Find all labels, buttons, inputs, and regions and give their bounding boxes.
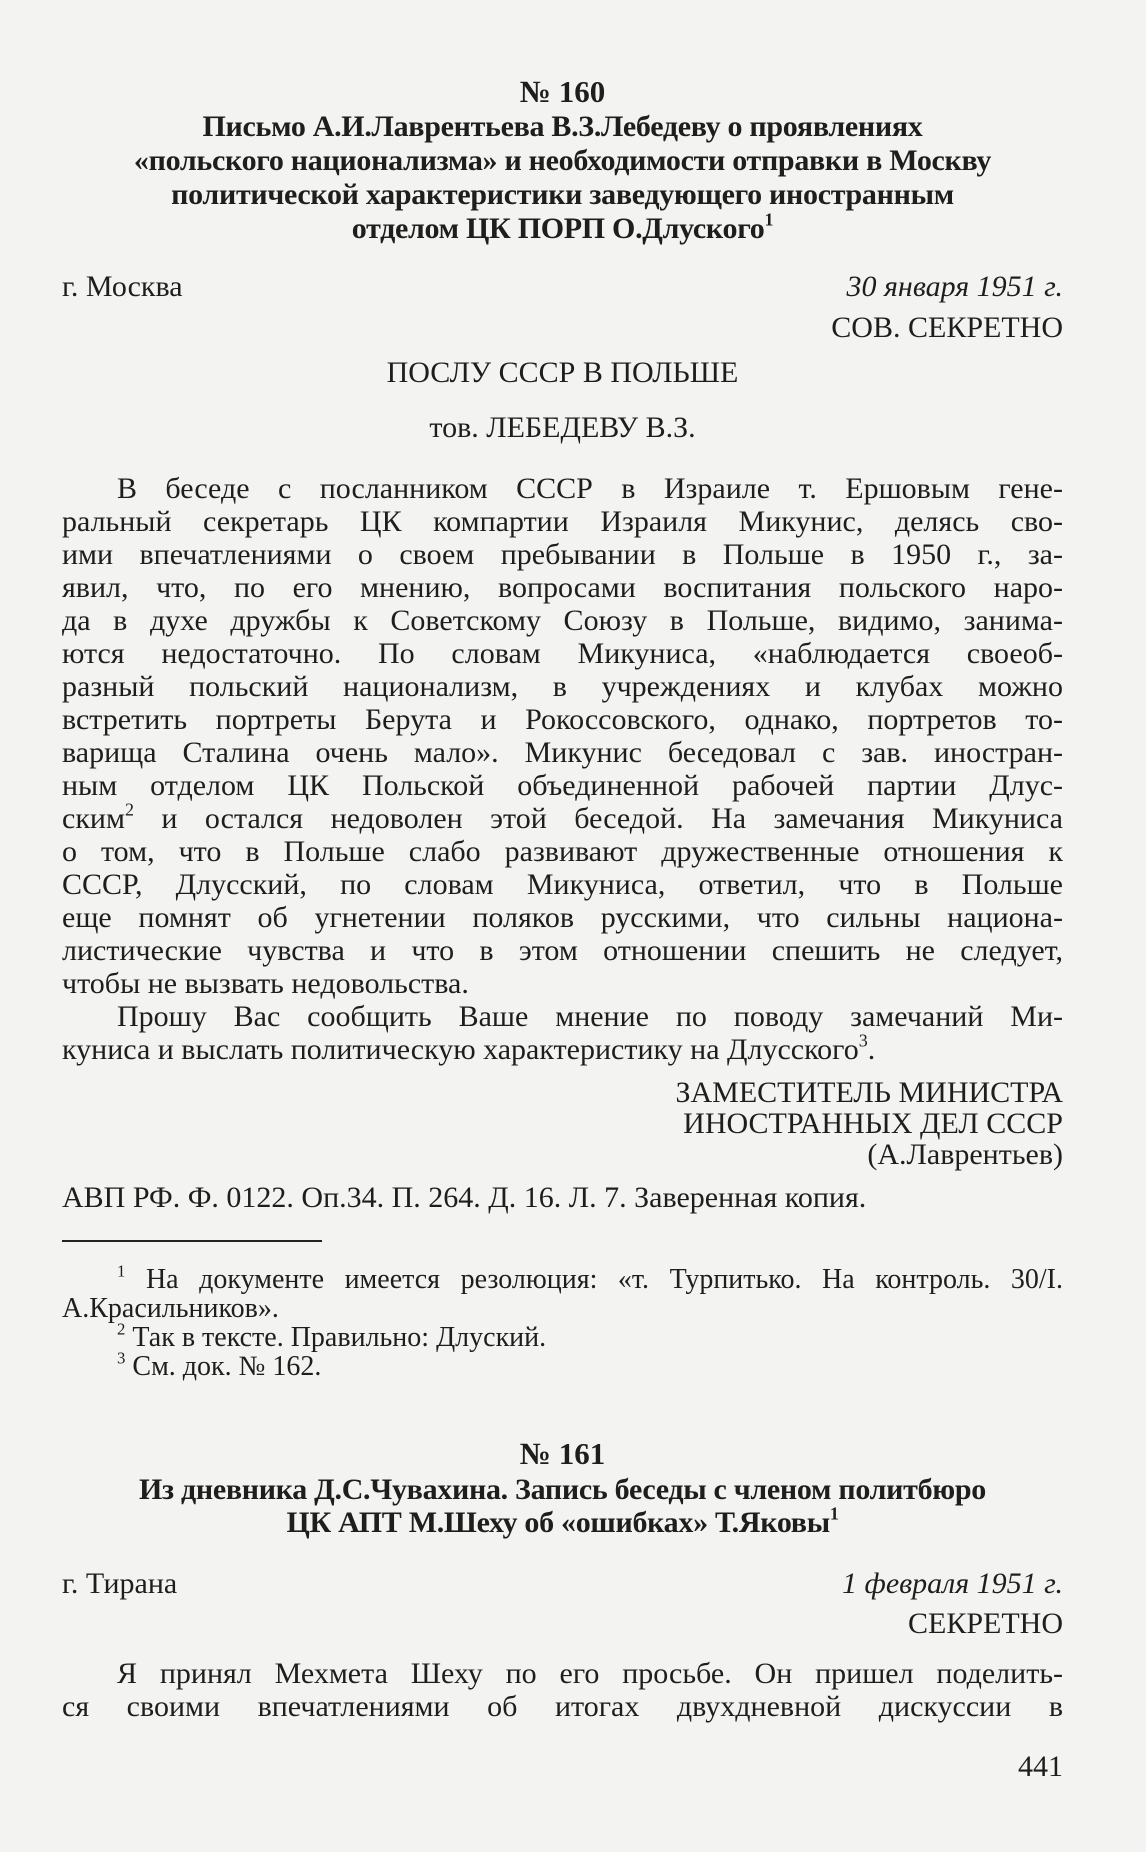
footnote-line bbox=[62, 1352, 1063, 1381]
text-line bbox=[62, 505, 1063, 538]
line-text: отделом ЦК ПОРП О.Длуского bbox=[351, 212, 765, 245]
doc161-body bbox=[62, 1657, 1063, 1723]
footnote-reference: 1 bbox=[829, 1503, 839, 1524]
line-text: А.Красильников». bbox=[62, 1294, 279, 1323]
title-line bbox=[62, 144, 1063, 178]
doc161-title bbox=[62, 1473, 1063, 1539]
footnote-reference: 3 bbox=[858, 1033, 868, 1051]
line-text: Я принял Мехмета Шеху по его просьбе. Он пришел поделить- bbox=[117, 1657, 1063, 1690]
text-line bbox=[62, 934, 1063, 967]
line-text: встретить портреты Берута и Рокоссовского, однако, портретов то- bbox=[62, 703, 1063, 736]
line-text: В беседе с посланником СССР в Израиле т. Ершовым гене- bbox=[117, 472, 1063, 505]
title-line bbox=[62, 1503, 1063, 1539]
doc161-classification: СЕКРЕТНО bbox=[907, 1607, 1063, 1640]
doc161-number: № 161 bbox=[519, 1436, 606, 1471]
doc161-date: 1 февраля 1951 г. bbox=[842, 1567, 1063, 1600]
paragraph bbox=[62, 1657, 1063, 1723]
line-text: листические чувства и что в этом отношении спешить не следует, bbox=[62, 934, 1063, 967]
title-line bbox=[62, 209, 1063, 246]
line-text: куниса и выслать политическую характеристику на Длусского bbox=[62, 1033, 859, 1066]
signature-title-line-1: ЗАМЕСТИТЕЛЬ МИНИСТРА bbox=[675, 1076, 1063, 1109]
line-text: ими впечатлениями о своем пребывании в Польше в 1950 г., за- bbox=[62, 538, 1063, 571]
text-line bbox=[62, 472, 1063, 505]
doc161-place: г. Тирана bbox=[62, 1567, 178, 1600]
doc160-archive-reference: АВП РФ. Ф. 0122. Оп.34. П. 264. Д. 16. Л. 7. Заверенная копия. bbox=[62, 1181, 867, 1214]
text-line bbox=[62, 604, 1063, 637]
doc160-signature bbox=[62, 1077, 1063, 1170]
line-text: ским bbox=[62, 802, 125, 835]
text-line bbox=[62, 538, 1063, 571]
doc160-body bbox=[62, 472, 1063, 1066]
line-text: о том, что в Польше слабо развивают дружественные отношения к bbox=[62, 835, 1063, 868]
text-line bbox=[62, 769, 1063, 802]
text-line bbox=[62, 835, 1063, 868]
line-text: ным отделом ЦК Польской объединенной рабочей партии Длус- bbox=[62, 769, 1063, 802]
line-text: ся своими впечатлениями об итогах двухдневной дискуссии в bbox=[62, 1690, 1063, 1723]
text-line bbox=[62, 736, 1063, 769]
line-text: Из дневника Д.С.Чувахина. Запись беседы с членом политбюро bbox=[138, 1473, 987, 1506]
line-text: На документе имеется резолюция: «т. Турпитько. На контроль. 30/I. bbox=[125, 1265, 1063, 1294]
text-line bbox=[62, 1000, 1063, 1033]
line-text: Так в тексте. Правильно: Длуский. bbox=[125, 1323, 547, 1352]
text-line bbox=[62, 637, 1063, 670]
doc160-footnotes bbox=[62, 1265, 1063, 1381]
footnote-marker: 1 bbox=[117, 1265, 126, 1281]
text-line bbox=[62, 571, 1063, 604]
doc160-place: г. Москва bbox=[62, 270, 183, 303]
text-line bbox=[62, 967, 1063, 1000]
line-text: ральный секретарь ЦК компартии Израиля Микунис, делясь сво- bbox=[62, 505, 1063, 538]
text-line bbox=[62, 802, 1063, 835]
footnote-reference: 2 bbox=[124, 802, 134, 820]
line-text: ются недостаточно. По словам Микуниса, «наблюдается своеоб- bbox=[62, 637, 1063, 670]
line-text: и остался недоволен этой беседой. На замечания Микуниса bbox=[133, 802, 1063, 835]
footnote bbox=[62, 1265, 1063, 1323]
line-text: . bbox=[867, 1033, 876, 1066]
footnote bbox=[62, 1323, 1063, 1352]
line-text: Прошу Вас сообщить Ваше мнение по поводу замечаний Ми- bbox=[117, 1000, 1063, 1033]
line-text: ЦК АПТ М.Шеху об «ошибках» Т.Яковы bbox=[286, 1506, 830, 1539]
text-line bbox=[62, 670, 1063, 703]
paragraph bbox=[62, 472, 1063, 1000]
doc160-title bbox=[62, 110, 1063, 246]
doc160-classification: СОВ. СЕКРЕТНО bbox=[831, 311, 1063, 344]
doc160-date: 30 января 1951 г. bbox=[846, 270, 1063, 303]
line-text: См. док. № 162. bbox=[125, 1352, 322, 1381]
footnote-marker: 2 bbox=[117, 1323, 126, 1339]
title-line bbox=[62, 110, 1063, 144]
footnote bbox=[62, 1352, 1063, 1381]
line-text: разный польский национализм, в учреждениях и клубах можно bbox=[62, 670, 1063, 703]
line-text: политической характеристики заведующего иностранным bbox=[171, 178, 954, 211]
text-line bbox=[62, 868, 1063, 901]
footnote-line bbox=[62, 1323, 1063, 1352]
paragraph bbox=[62, 1000, 1063, 1066]
text-line bbox=[62, 1657, 1063, 1690]
line-text: Письмо А.И.Лаврентьева В.З.Лебедеву о проявлениях bbox=[202, 110, 923, 143]
title-line bbox=[62, 178, 1063, 212]
page-number: 441 bbox=[1018, 1750, 1063, 1783]
text-line bbox=[62, 1690, 1063, 1723]
signature-name: (А.Лаврентьев) bbox=[867, 1138, 1063, 1171]
line-text: варища Сталина очень мало». Микунис беседовал с зав. иностран- bbox=[62, 736, 1063, 769]
line-text: еще помнят об угнетении поляков русскими, что сильны национа- bbox=[62, 901, 1063, 934]
doc160-addressee: ПОСЛУ СССР В ПОЛЬШЕ bbox=[386, 356, 739, 389]
doc160-number: № 160 bbox=[519, 74, 606, 109]
text-line bbox=[62, 703, 1063, 736]
line-text: СССР, Длусский, по словам Микуниса, ответил, что в Польше bbox=[62, 868, 1063, 901]
footnote-divider bbox=[62, 1240, 322, 1242]
line-text: «польского национализма» и необходимости отправки в Москву bbox=[133, 144, 992, 177]
doc161-place-date bbox=[62, 1567, 1063, 1600]
line-text: явил, что, по его мнению, вопросами воспитания польского наро- bbox=[62, 571, 1063, 604]
footnote-line bbox=[62, 1265, 1063, 1294]
text-line bbox=[62, 1033, 1063, 1066]
line-text: да в духе дружбы к Советскому Союзу в Польше, видимо, занима- bbox=[62, 604, 1063, 637]
doc160-addressee-name: тов. ЛЕБЕДЕВУ В.З. bbox=[429, 411, 696, 444]
signature-title-line-2: ИНОСТРАННЫХ ДЕЛ СССР bbox=[683, 1107, 1063, 1140]
doc160-place-date bbox=[62, 270, 1063, 303]
footnote-line bbox=[62, 1294, 1063, 1323]
title-line bbox=[62, 1473, 1063, 1506]
text-line bbox=[62, 901, 1063, 934]
line-text: чтобы не вызвать недовольства. bbox=[62, 967, 469, 1000]
footnote-marker: 3 bbox=[117, 1352, 126, 1368]
footnote-reference: 1 bbox=[764, 209, 774, 230]
